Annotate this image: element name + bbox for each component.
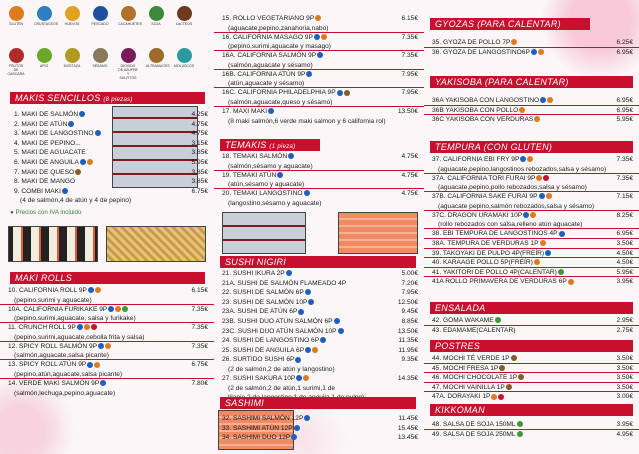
section-header-sashimi: SASHIMI [220,397,416,409]
crustaceans-icon [95,130,101,136]
nuts-icon: FRUTOS DE CASCARA [6,48,26,76]
soy-icon [517,431,523,437]
fish-icon [304,415,310,421]
crustaceans-icon [531,49,537,55]
menu-item: 15. ROLLO VEGETARIANO 9P 6.15€ [222,15,418,22]
item-description: (atún,sésamo y aguacate) [214,180,424,189]
item-description: (aguacate,pepino,langostinos rebozados,salsa y sésamo) [424,165,639,174]
item-description: (langostino,sésamo y aguacate) [228,199,322,207]
dairy-icon [518,374,524,380]
menu-item: 21. SUSHI IKURA 2P 5.00€ [222,270,418,277]
eggs-icon [91,324,97,330]
menu-item: 11. CRUNCH ROLL 9P 7.35€ [8,324,208,332]
item-description: (salmón,aguacate y sésamo) [214,61,424,70]
eggs-icon [498,394,504,400]
soy-icon [558,269,564,275]
crustaceans-icon [320,337,326,343]
peanuts-icon: CACAHUETES [118,6,138,26]
fish-icon [305,289,311,295]
gluten-icon [519,107,525,113]
column-right [424,0,639,454]
menu-item: 9. COMBI MAKI 6.75€ [14,187,208,195]
soy-icon [122,306,128,312]
molluscs-icon [545,250,551,256]
menu-item: 2. MAKI DE ATÚN 4.75€ [14,120,208,128]
dairy-icon: LACTEOS [174,6,194,26]
menu-item: 32. SASHIMI SALMÓN 12P 11.45€ [222,415,418,422]
fish-icon [539,193,545,199]
soy-icon [517,421,523,427]
menu-item: 46. MOCHI CHOCOLATE 1P 3.50€ [424,373,639,383]
menu-item: 5. MAKI DE AGUACATE 3.85€ [14,149,208,157]
section-header-ensalada: ENSALADA [430,302,633,314]
gluten-icon [536,175,542,181]
rolls-photo-right [106,226,206,262]
menu-item: 45. MOCHI FRESA 1P 3.50€ [424,364,639,374]
fish-icon [79,111,85,117]
gluten-icon [540,240,546,246]
menu-item: 39. TAKOYAKI DE PULPO 4P(FREÍR) 4.50€ [424,249,639,259]
menu-item: 10. CALIFORNIA ROLL 9P 6.15€ [8,287,208,294]
gluten-icon [530,212,536,218]
section-header-postres: POSTRES [430,340,633,352]
menu-item: 13. SPICY ROLL ATÚN 9P 6.75€ [8,361,208,369]
menu-item: 12. SPICY ROLL SALMÓN 9P 7.35€ [8,342,208,350]
fish-icon [308,299,314,305]
dairy-icon [344,90,350,96]
item-description: (salmón,aguacate,salsa picante) [0,351,214,360]
item-description: (8 maki salmón,6 verde maki salmon y 6 california rol) [228,117,386,125]
menu-item: 38A. TEMPURA DE VERDURAS 1P 3.50€ [424,239,639,249]
column-middle [214,0,424,454]
menu-item: 24. SUSHI DE LANGOSTINO 6P 11.35€ [222,337,418,345]
fish-icon [296,375,302,381]
menu-item: 23. SUSHI DE SALMÓN 10P 12.50€ [222,298,418,306]
menu-item: 16B. CALIFORNIA ATÚN 9P 7.95€ [222,70,418,78]
menu-item: 7. MAKI DE QUESO 3.85€ [14,168,208,176]
fish-icon [68,121,74,127]
tempura-list [424,155,639,287]
menu-item: 41. YAKITORI DE POLLO 4P(CALENTAR) 5.95€ [424,268,639,278]
fish-icon [286,270,292,276]
fish-icon [294,425,300,431]
fish-icon [291,434,297,440]
gluten-icon [84,324,90,330]
eggs-icon: HUEVOS [62,6,82,26]
menu-item: 21A. SUSHI DE SALMÓN FLAMEADO 4P 7.20€ [222,279,418,287]
item-description: (pepino,surimi,aguacate,cebolla frita y salsa) [0,333,214,342]
crustaceans-icon [559,231,565,237]
item-description: (pepino,surimi y aguacate) [0,296,214,305]
crustaceans-icon [540,97,546,103]
menu-item: 37C. DRAGON URAMAKI 10P 8.25€ [432,211,633,219]
gluten-icon: GLUTEN [6,6,26,26]
menu-item: 16A. CALIFORNIA SALMÓN 9P 7.35€ [222,52,418,60]
menu-item: 33. SASHIMI ATÚN 12P 15.45€ [222,424,418,432]
item-description: (aguacate,pepino,zanahoria,nabo) [214,24,424,33]
item-description: (salmón,aguacate,queso y sésamo) [214,98,424,107]
item-description: (salmón,sésamo y aguacate) [214,162,424,171]
menu-item: 16C. CALIFORNIA PHILADELPHIA 9P 7.95€ [222,89,418,97]
menu-item: 36B YAKISOBA CON POLLO 6.95€ [424,106,639,116]
menu-item: 37. CALIFORNIA EBI FRY 9P 7.35€ [432,156,633,163]
menu-item: 37B. CALIFORNIA SAKE FURAI 9P 7.15€ [432,193,633,201]
menu-item: 20. TEMAKI LANGOSTINO 4.75€ [222,190,418,198]
fish-icon [338,328,344,334]
rolls-photo-left [8,226,98,262]
rolls-continued-list [214,14,424,135]
menu-item: 16. CALIFORNIA MASAGO 9P 7.35€ [222,33,418,41]
item-description: (salmón,lechuga,pepino,aguacate) [14,389,116,397]
menu-item: 41A ROLLO PRIMAVERA DE VERDURAS 6P 3.95€ [432,278,633,286]
section-header-gyozas: GYOZAS (PARA CALENTAR) [430,18,590,30]
fish-icon [317,52,323,58]
crustaceans-icon [304,190,310,196]
celery-icon: APIO [34,48,54,68]
postres-list [424,354,639,402]
sulphites-icon: DIOXIDO DE AZUFRE Y SULFITOS [118,48,138,80]
crustaceans-icon [520,156,526,162]
maki-rolls-list [0,286,214,398]
menu-item: 23C. SUSHI DUO ATÚN SALMÓN 10P 13.50€ [222,327,418,335]
menu-item: 43. EDAMAME(CALENTAR) 2.75€ [432,326,633,334]
gluten-icon [105,343,111,349]
menu-item: 49. SALSA DE SOJA 250ML 4.95€ [432,430,633,438]
ensalada-list [424,316,639,335]
gluten-icon [315,15,321,21]
menu-item: 17. MAXI MAKI 13.50€ [222,107,418,115]
item-description: (aguacate,pepino,pollo rebozados,salsa y sésamo) [424,183,639,192]
fish-icon [337,90,343,96]
item-description: (pepino,surimi,aguacate, salsa y furikake) [0,314,214,323]
soy-icon: SOJA [146,6,166,26]
menu-item: 47A. DORAYAKI 1P 3.00€ [432,393,633,401]
section-header-yakisoba: YAKISOBA (PARA CALENTAR) [430,76,633,88]
dairy-icon [506,384,512,390]
dairy-icon [511,355,517,361]
fish-icon [523,212,529,218]
fish-icon [62,188,68,194]
nigiri-photo [338,212,418,254]
makis-list [6,110,214,205]
fish-icon [88,287,94,293]
nigiri-list [214,269,424,402]
dairy-icon [75,169,81,175]
section-header-temakis: TEMAKIS (1 pieza) [220,139,320,151]
temaki-photo [222,212,306,254]
gluten-icon [511,39,517,45]
crustaceans-icon: CRUSTACEOS [34,6,54,26]
sesame-icon: SÉSAMO [90,48,110,68]
gluten-icon [534,116,540,122]
lupin-icon: ALTRAMUCES [146,48,166,68]
section-header-nigiri: SUSHI NIGIRI [220,256,416,268]
section-header-kikkoman: KIKKOMAN [430,404,633,416]
fish-icon [298,309,304,315]
menu-item: 4. MAKI DE PEPINO... 3.15€ [14,139,208,147]
item-description: (rollo rebozados con salsa,relleno atún aguacate) [424,220,639,229]
item-description: (aguacate pepino,salmón rebozados,salsa y sésamo) [424,202,639,211]
gluten-icon [303,375,309,381]
menu-item: 23A. SUSHI DE ATÚN 6P 9.45€ [222,308,418,316]
gluten-icon [538,49,544,55]
section-header-maki-rolls: MAKI ROLLS [10,272,205,284]
sashimi-list [214,414,424,443]
fish-icon [277,172,283,178]
fish-icon [295,357,301,363]
fish-icon [108,306,114,312]
column-left [0,0,214,454]
menu-item: 25. SUSHI DE ANGUILA 6P 11.95€ [222,346,418,354]
fish-icon [305,347,311,353]
gyozas-list [424,38,639,57]
menu-item: 19. TEMAKI ATÚN 4.75€ [222,171,418,179]
fish-icon [98,343,104,349]
gluten-icon [546,193,552,199]
gluten-icon [527,156,533,162]
gluten-icon [534,259,540,265]
item-description: (pepino,surimi,aguacate y masago) [214,42,424,51]
gluten-icon [312,347,318,353]
fish-icon [268,108,274,114]
menu-item: 14. VERDE MAKI SALMÓN 9P 7.80€ [8,379,208,387]
menu-item: 47. MOCHI VAINILLA 1P 3.50€ [424,383,639,393]
menu-item: 37A. CALIFORNIA TORI FURAI 9P 7.35€ [432,174,633,182]
vat-note: ● Precios con IVA incluido [10,209,82,216]
fish-icon [80,159,86,165]
menu-item: 18. TEMAKI SALMÓN 4.75€ [222,153,418,160]
sesame-icon [495,317,501,323]
gluten-icon [94,362,100,368]
gluten-icon [87,159,93,165]
menu-item: 44. MOCHI TÉ VERDE 1P 3.50€ [424,354,639,364]
menu-item: 38. EBI TEMPURA DE LANGOSTINOS 4P 6.95€ [424,229,639,239]
section-header-makis: MAKIS SENCILLOS (8 piezas) [10,92,205,104]
kikkoman-list [424,420,639,439]
item-description: (2 de salmón,2 de atún,1 surimi,1 de [228,384,336,392]
gluten-icon [491,394,497,400]
fish-icon: PESCADO [90,6,110,26]
fish-icon [314,34,320,40]
item-description: (pepino,atún,aguacate,salsa picante) [0,370,214,379]
yakisoba-list [424,96,639,125]
item-description: (2 de salmón,2 de atún y langostino) [228,365,335,373]
dairy-icon [499,365,505,371]
menu-item: 26. SURTIDO SUSHI 6P 9.35€ [222,356,418,364]
fish-icon [100,380,106,386]
gluten-icon [115,306,121,312]
menu-item: 1. MAKI DE SALMÓN 4.25€ [14,111,208,118]
item-description: (atún,aguacate y sésamo) [214,79,424,88]
gluten-icon [547,97,553,103]
fish-icon [77,324,83,330]
eggs-icon [543,175,549,181]
menu-item: 36C YAKISOBA CON VERDURAS 5.95€ [432,116,633,124]
menu-item: 3. MAKI DE LANGOSTINO 4.75€ [14,130,208,138]
menu-item: 36. GYOZA DE LANGOSTINO6P 6.95€ [432,48,633,56]
gluten-icon [321,34,327,40]
menu-item: 36A YAKISOBA CON LANGOSTINO 6.95€ [424,96,639,106]
fish-icon [288,153,294,159]
fish-icon [334,318,340,324]
menu-item: 8. MAKI DE MANGO 3.85€ [14,178,208,186]
fish-icon [87,362,93,368]
item-description: (4 de salmón,4 de atún y 4 de pepino) [20,197,132,205]
menu-item: 6. MAKI DE ANGUILA 5.95€ [14,158,208,166]
section-header-tempura: TEMPURA (CON GLUTEN) [430,141,633,153]
menu-item: 23B. SUSHI DUO ATÚN SALMÓN 6P 8.85€ [222,317,418,325]
fish-icon [306,71,312,77]
menu-item: 10A. CALIFORNIA FURIKAKE 9P 7.35€ [8,305,208,313]
menu-item: 27. SUSHI SAKURA 10P 14.35€ [222,374,418,382]
temakis-list [214,152,424,208]
mustard-icon: MOSTAZA [62,48,82,68]
menu-item: 35. GYOZA DE POLLO 7P 6.25€ [424,38,639,48]
menu-item: 22. SUSHI DE SALMÓN 6P 7.95€ [222,289,418,297]
menu-item: 42. GOMA WAKAME 2.95€ [424,316,639,326]
menu-item: 40. KARAAGE POLLO 5P(FREÍR) 4.50€ [424,258,639,268]
menu-item: 34. SASHIMI DUO 12P 13.45€ [222,434,418,442]
molluscs-icon: MOLUSCOS [174,48,194,68]
gluten-icon [95,287,101,293]
gluten-icon [568,279,574,285]
menu-item: 48. SALSA DE SOJA 150ML 3.95€ [424,420,639,430]
